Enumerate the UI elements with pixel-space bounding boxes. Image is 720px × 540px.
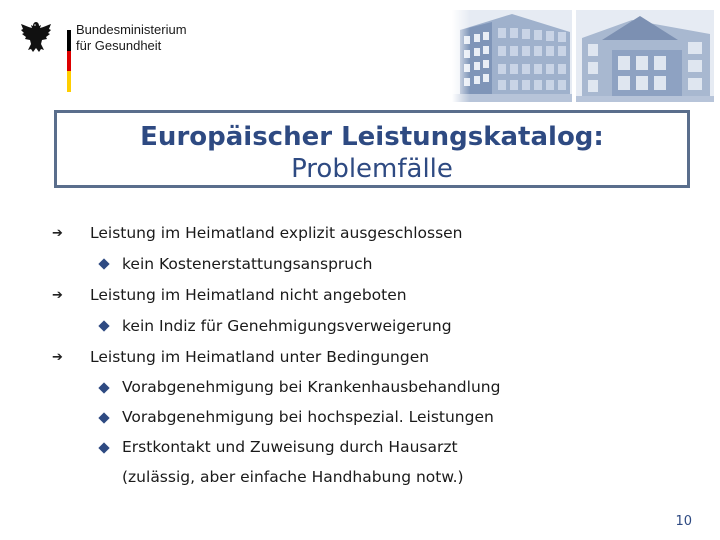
section-3-note: (zulässig, aber einfache Handhabung notw.) <box>122 468 464 486</box>
ministry-name-line1: Bundesministerium <box>76 22 187 37</box>
arrow-bullet-icon: ➔ <box>52 350 63 365</box>
section-2-item-1: kein Indiz für Genehmigungsverweigerung <box>122 317 452 335</box>
section-3-text: Leistung im Heimatland unter Bedingungen <box>90 348 430 366</box>
slide-title: Europäischer Leistungskatalog: <box>140 122 604 152</box>
diamond-bullet-icon <box>98 382 109 393</box>
diamond-bullet-icon <box>98 442 109 453</box>
arrow-bullet-icon: ➔ <box>52 226 63 241</box>
ministry-name-line2: für Gesundheit <box>76 38 162 53</box>
section-1-text: Leistung im Heimatland explizit ausgeschlossen <box>90 224 463 242</box>
diamond-bullet-icon <box>98 258 109 269</box>
slide-subtitle: Problemfälle <box>291 154 453 184</box>
arrow-bullet-icon: ➔ <box>52 288 63 303</box>
diamond-bullet-icon <box>98 320 109 331</box>
section-1-item-1: kein Kostenerstattungsanspruch <box>122 255 373 273</box>
section-2-text: Leistung im Heimatland nicht angeboten <box>90 286 407 304</box>
diamond-bullet-icon <box>98 412 109 423</box>
section-3-item-1: Vorabgenehmigung bei Krankenhausbehandlung <box>122 378 501 396</box>
page-number: 10 <box>675 514 692 529</box>
section-3-item-3: Erstkontakt und Zuweisung durch Hausarzt <box>122 438 458 456</box>
section-3-item-2: Vorabgenehmigung bei hochspezial. Leistungen <box>122 408 494 426</box>
